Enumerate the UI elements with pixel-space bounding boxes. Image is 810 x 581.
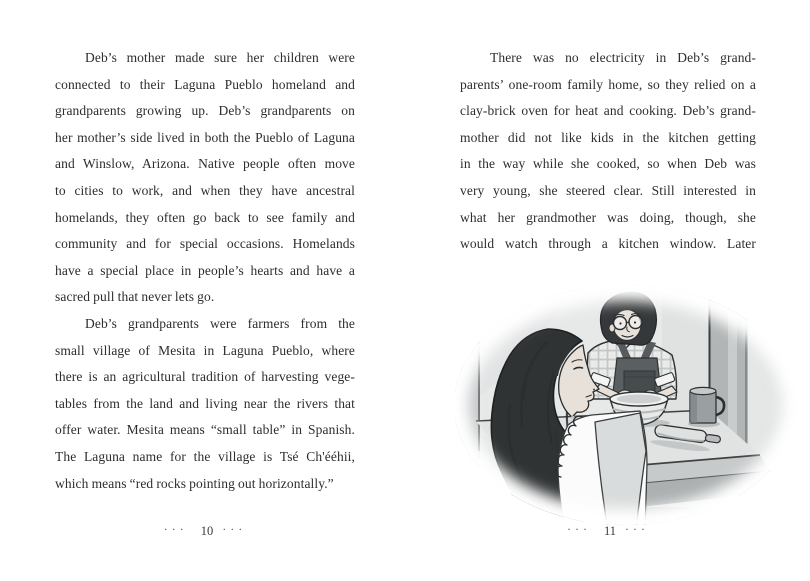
text-line: mother did not like kids in the kitchen getting [460,129,756,145]
text-line: which means “red rocks pointing out horizontally.” [55,475,334,491]
paragraph [460,45,756,258]
text-line: clay-brick oven for heat and cooking. Deb’s grand- [460,103,756,119]
text-line: community and for special occasions. Homelands [55,236,355,252]
page-number: 10 [200,523,214,538]
kitchen-window-illustration [450,283,802,529]
text-line: there is an agricultural tradition of harvesting vege- [55,369,355,385]
text-line: in the way while she cooked, so when Deb was [460,156,756,172]
text-line: tables from the land and living near the rivers that [55,395,355,411]
text-line: what her grandmother was doing, though, she [460,209,756,225]
footer-ornament-right: ··· [222,522,247,536]
paragraph [55,45,355,311]
text-line: Deb’s grandparents were farmers from the [85,315,355,331]
right-page-footer [460,522,756,540]
footer-ornament-left: ··· [163,522,188,536]
left-page-footer [55,522,355,540]
text-line: have a special place in people’s hearts and have a [55,262,355,278]
left-page [55,45,355,497]
text-line: would watch through a kitchen window. Later [460,236,756,252]
text-line: small village of Mesita in Laguna Pueblo, where [55,342,355,358]
paragraph [55,311,355,497]
text-line: very young, she steered clear. Still interested in [460,182,756,198]
text-line: her mother’s side lived in both the Pueblo of Laguna [55,129,355,145]
page-number: 11 [603,523,617,538]
text-line: offer water. Mesita means “small table” in Spanish. [55,422,355,438]
text-line: The Laguna name for the village is Tsé Ch'ééhii, [55,448,355,464]
text-line: connected to their Laguna Pueblo homeland and [55,76,355,92]
text-line: to cities to work, and when they have ancestral [55,182,355,198]
footer-ornament-left: ··· [566,522,591,536]
text-line: Deb’s mother made sure her children were [85,50,355,65]
footer-ornament-right: ··· [625,522,650,536]
text-line: sacred pull that never lets go. [55,289,215,305]
text-line: parents’ one-room family home, so they relied on a [460,76,756,92]
right-page [460,45,756,258]
text-line: There was no electricity in Deb’s grand- [490,50,756,65]
text-line: and Winslow, Arizona. Native people often move [55,156,355,172]
text-line: homelands, they often go back to see family and [55,209,355,225]
text-line: grandparents growing up. Deb’s grandparents on [55,103,355,119]
